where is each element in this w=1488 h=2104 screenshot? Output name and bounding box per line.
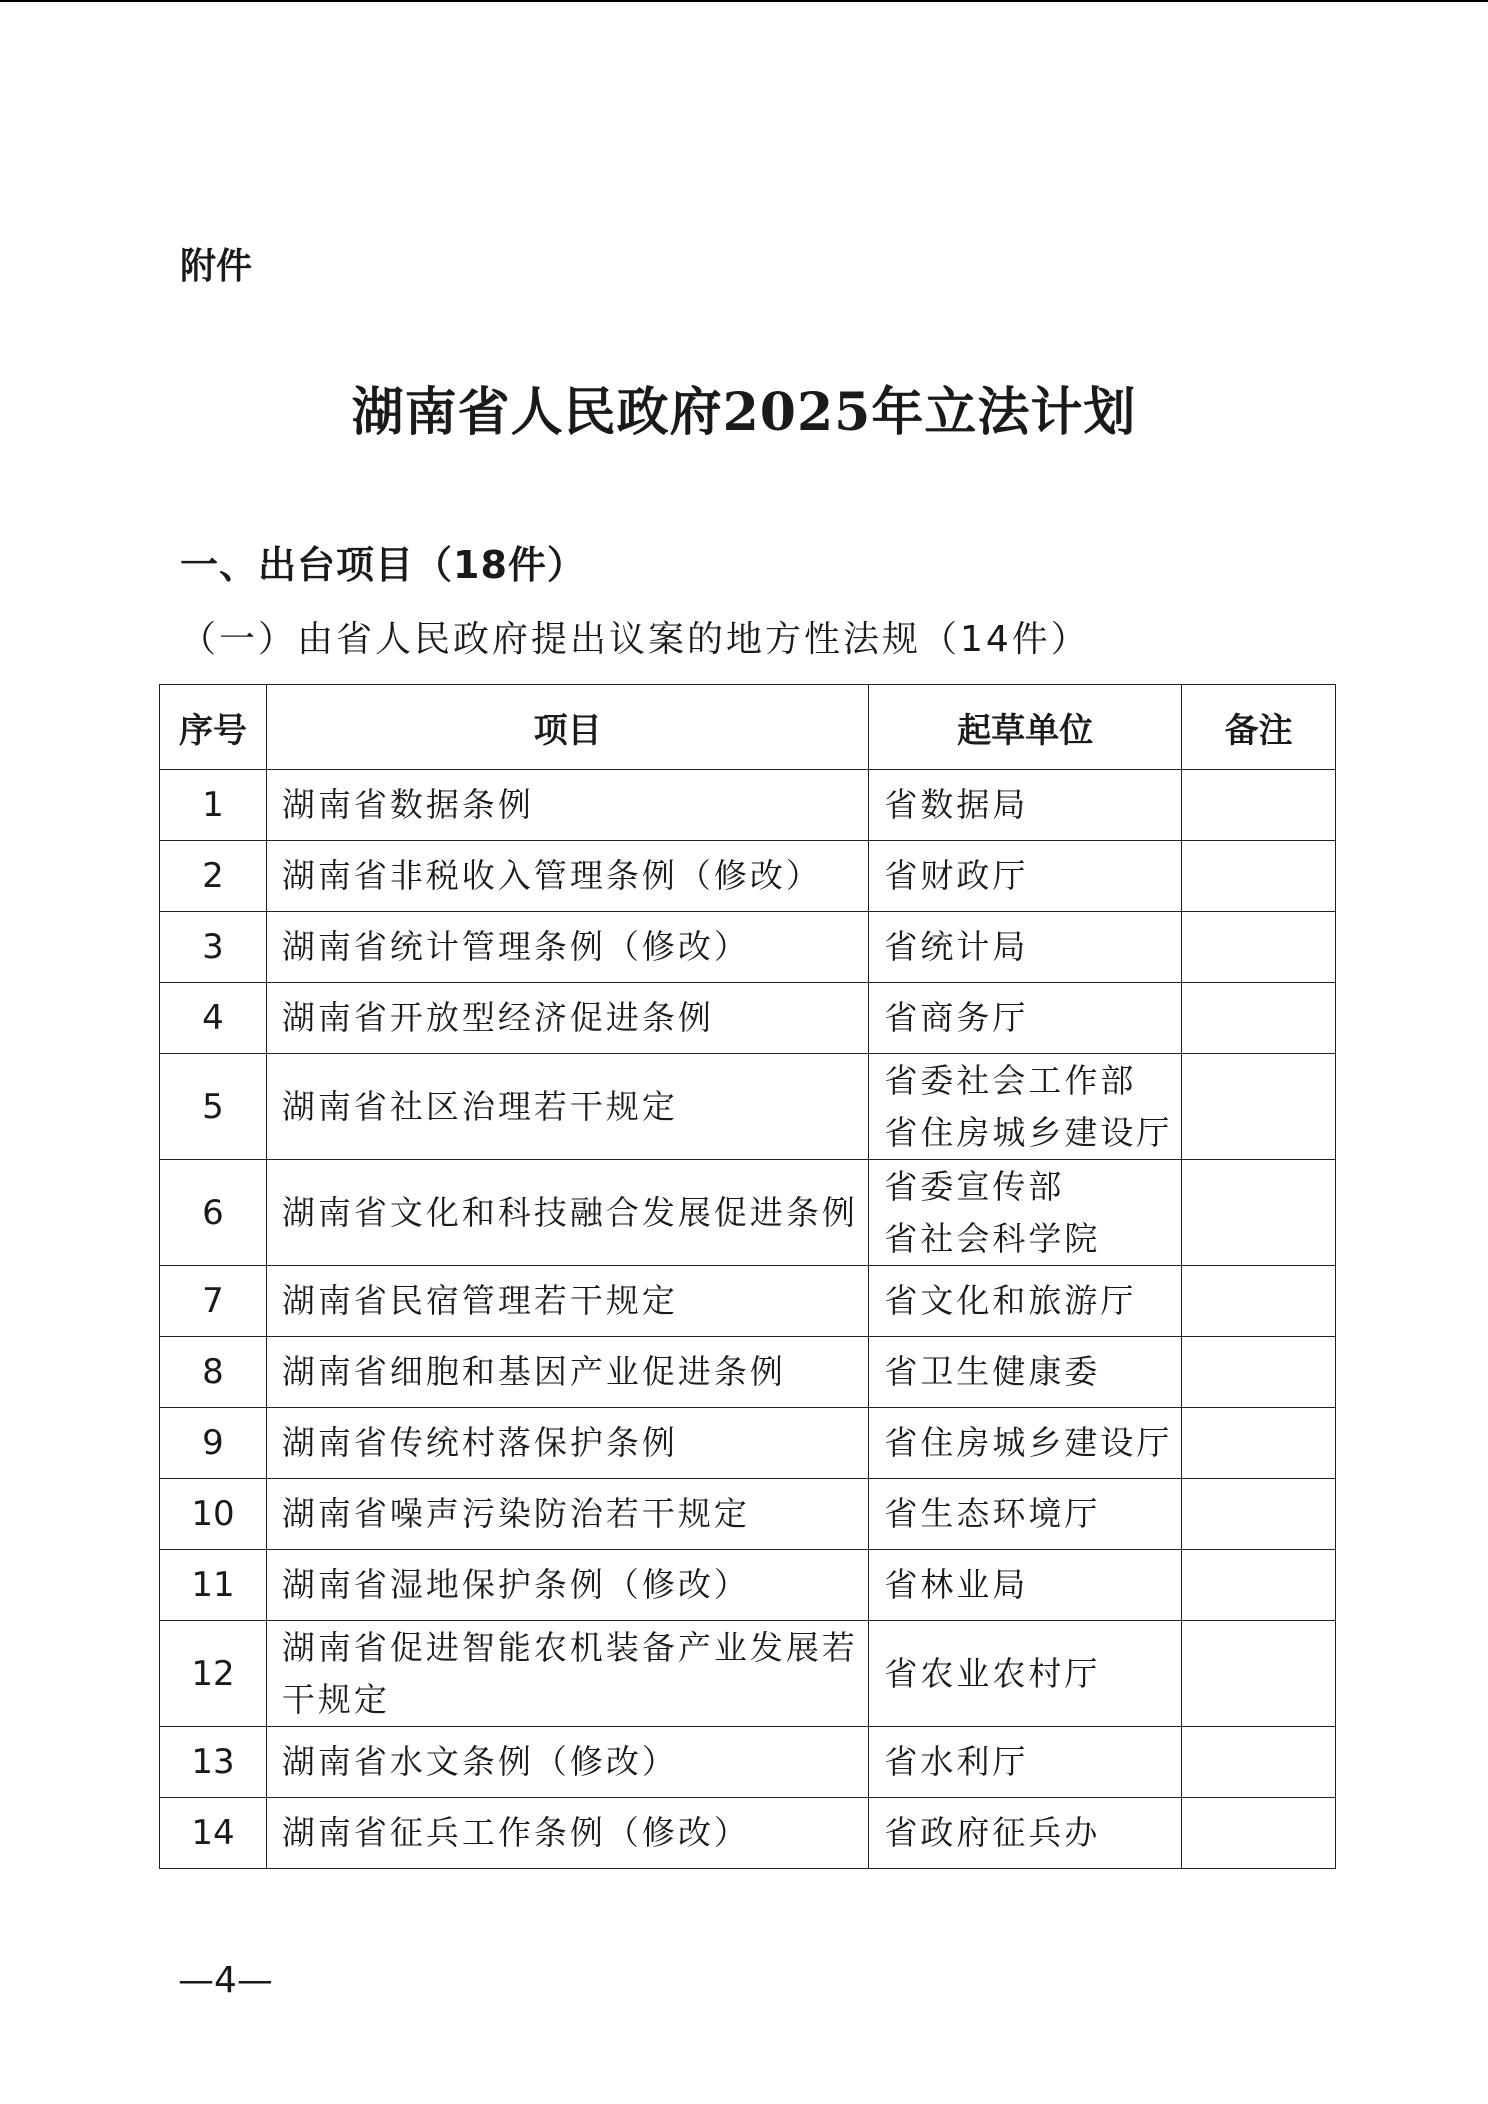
table-row [160,1337,1336,1408]
row-drafting-unit: 省数据局 [869,770,1182,841]
row-item: 湖南省水文条例（修改） [266,1727,868,1798]
legislation-table [159,684,1336,1869]
row-remarks [1182,1727,1336,1798]
row-remarks [1182,1621,1336,1727]
row-number: 5 [160,1054,267,1160]
row-drafting-unit: 省住房城乡建设厅 [869,1408,1182,1479]
header-serial: 序号 [160,685,267,770]
row-remarks [1182,1054,1336,1160]
row-number: 10 [160,1479,267,1550]
header-drafting-unit: 起草单位 [869,685,1182,770]
header-remarks: 备注 [1182,685,1336,770]
table-row [160,983,1336,1054]
table-row [160,1798,1336,1869]
header-item: 项目 [266,685,868,770]
table-row [160,1054,1336,1160]
row-item: 湖南省民宿管理若干规定 [266,1266,868,1337]
table-row [160,1408,1336,1479]
row-item: 湖南省细胞和基因产业促进条例 [266,1337,868,1408]
row-remarks [1182,1479,1336,1550]
row-drafting-unit: 省统计局 [869,912,1182,983]
page-number: —4— [178,1960,273,2001]
row-drafting-unit: 省卫生健康委 [869,1337,1182,1408]
top-border-line [0,0,1488,2]
table-row [160,912,1336,983]
row-item: 湖南省非税收入管理条例（修改） [266,841,868,912]
document-title: 湖南省人民政府2025年立法计划 [351,382,1137,443]
row-number: 11 [160,1550,267,1621]
row-drafting-unit: 省生态环境厅 [869,1479,1182,1550]
row-drafting-unit: 省商务厅 [869,983,1182,1054]
table-row [160,1727,1336,1798]
row-drafting-unit: 省委社会工作部 省住房城乡建设厅 [869,1054,1182,1160]
table-row [160,770,1336,841]
row-remarks [1182,1798,1336,1869]
row-item: 湖南省湿地保护条例（修改） [266,1550,868,1621]
row-remarks [1182,770,1336,841]
row-item: 湖南省社区治理若干规定 [266,1054,868,1160]
row-number: 2 [160,841,267,912]
row-item: 湖南省开放型经济促进条例 [266,983,868,1054]
subsection-heading: （一）由省人民政府提出议案的地方性法规（14件） [180,619,1090,660]
table-row [160,1621,1336,1727]
table-header-row [160,685,1336,770]
section-heading: 一、出台项目（18件） [180,543,586,587]
row-number: 4 [160,983,267,1054]
row-drafting-unit: 省水利厅 [869,1727,1182,1798]
row-number: 7 [160,1266,267,1337]
row-item: 湖南省征兵工作条例（修改） [266,1798,868,1869]
row-number: 14 [160,1798,267,1869]
row-item: 湖南省噪声污染防治若干规定 [266,1479,868,1550]
row-item: 湖南省传统村落保护条例 [266,1408,868,1479]
row-drafting-unit: 省林业局 [869,1550,1182,1621]
table-row [160,1160,1336,1266]
row-remarks [1182,1266,1336,1337]
table-row [160,1550,1336,1621]
row-number: 3 [160,912,267,983]
row-item: 湖南省促进智能农机装备产业发展若干规定 [266,1621,868,1727]
table-row [160,841,1336,912]
row-remarks [1182,1550,1336,1621]
row-drafting-unit: 省委宣传部 省社会科学院 [869,1160,1182,1266]
row-number: 13 [160,1727,267,1798]
row-drafting-unit: 省农业农村厅 [869,1621,1182,1727]
row-remarks [1182,841,1336,912]
row-number: 9 [160,1408,267,1479]
row-drafting-unit: 省文化和旅游厅 [869,1266,1182,1337]
row-item: 湖南省数据条例 [266,770,868,841]
row-number: 12 [160,1621,267,1727]
row-drafting-unit: 省政府征兵办 [869,1798,1182,1869]
row-number: 6 [160,1160,267,1266]
table-row [160,1479,1336,1550]
row-number: 8 [160,1337,267,1408]
row-remarks [1182,1337,1336,1408]
row-remarks [1182,912,1336,983]
row-item: 湖南省统计管理条例（修改） [266,912,868,983]
table-row [160,1266,1336,1337]
row-remarks [1182,1408,1336,1479]
row-number: 1 [160,770,267,841]
row-remarks [1182,1160,1336,1266]
row-remarks [1182,983,1336,1054]
row-drafting-unit: 省财政厅 [869,841,1182,912]
attachment-label: 附件 [180,246,253,287]
row-item: 湖南省文化和科技融合发展促进条例 [266,1160,868,1266]
